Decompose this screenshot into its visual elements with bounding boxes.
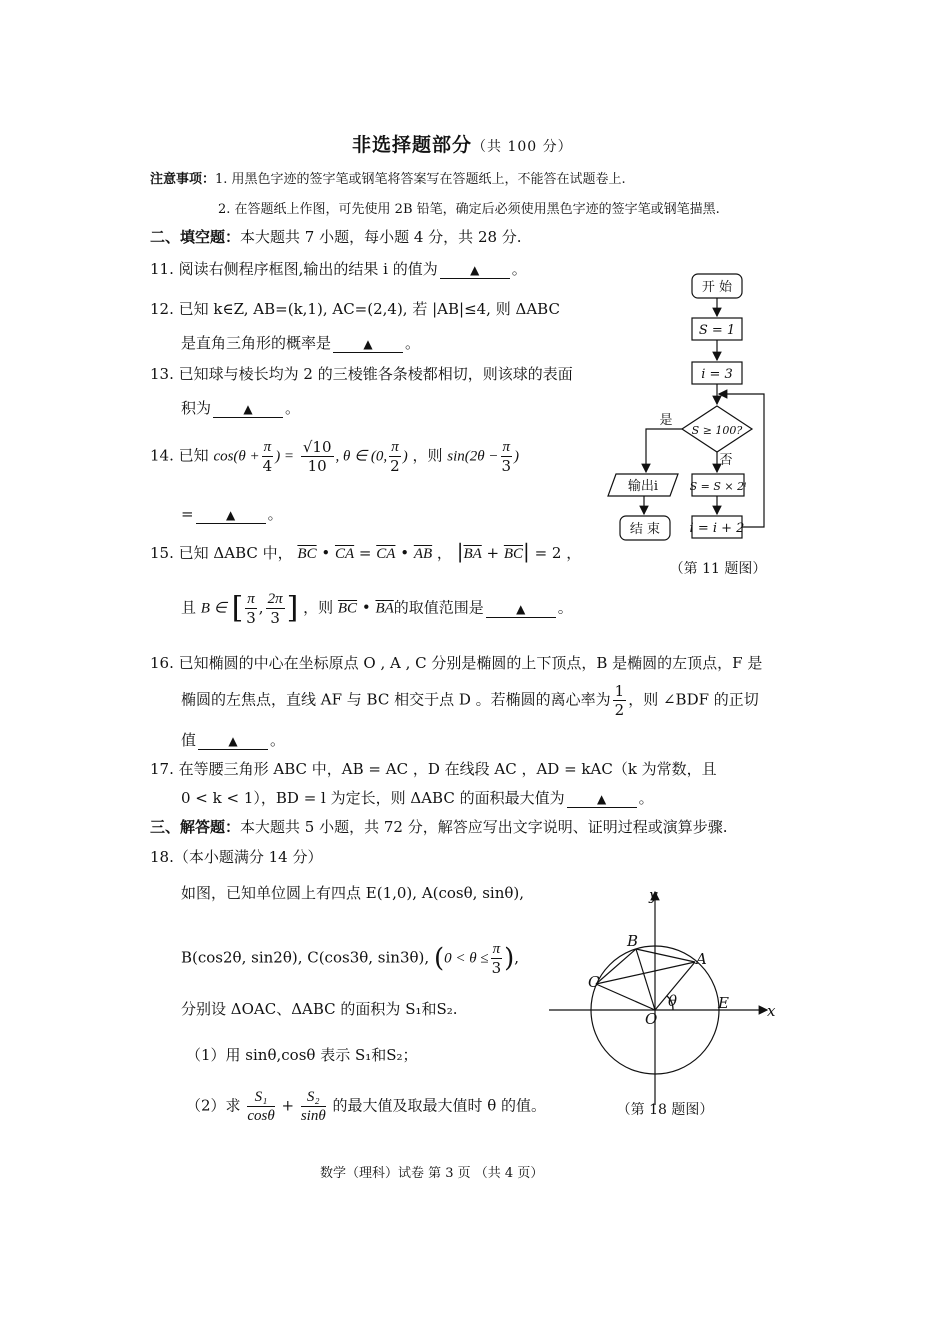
segment-ob — [636, 949, 655, 1010]
answer-blank: ▲ — [213, 401, 283, 418]
flow-output-label: 输出i — [627, 479, 659, 494]
question-18-part2: （2）求 $\frac{\text{S₁}}{\cos\theta}$ + $\frac{\text{S₂}}{\sin\theta}$ 的最大值及取最大值时 θ 的值。 — [186, 1089, 547, 1124]
flowchart-caption: （第 11 题图） — [669, 561, 767, 577]
segment-oc — [596, 984, 655, 1010]
label-theta: θ — [668, 992, 678, 1010]
flow-no-label: 否 — [719, 453, 733, 468]
section3-heading: 三、解答题：本大题共 5 小题，共 72 分，解答应写出文字说明、证明过程或演算步骤. — [150, 818, 728, 836]
question-15: 15. 已知 ΔABC 中， $\overline{BC}$ • $\overline{CA} = \overline{CA}$ • $\overline{AB}$ ， $|\overline{BA} + \overline{BC}| = 2$ ， — [150, 539, 582, 563]
flow-update-label: S = S × 2ⁱ — [689, 480, 747, 493]
flow-s1-label: S = 1 — [698, 323, 736, 338]
question-17-line2: 0 < k < 1），BD = l 为定长，则 ΔABC 的面积最大值为 ▲ 。 — [181, 789, 654, 807]
question-18-line1: 如图，已知单位圆上有四点 E(1,0), A(cosθ, sinθ), — [181, 884, 525, 902]
answer-blank: ▲ — [333, 336, 403, 353]
flow-condition-label: S ≥ 100? — [691, 424, 743, 437]
answer-blank: ▲ — [198, 733, 268, 750]
label-y: y — [649, 886, 658, 904]
question-14-line2: = ▲ 。 — [181, 505, 283, 523]
question-18-header: 18.（本小题满分 14 分） — [150, 848, 323, 866]
page-footer: 数学（理科）试卷 第 3 页 （共 4 页） — [320, 1166, 544, 1181]
label-b: B — [627, 932, 639, 950]
flow-i3-label: i = 3 — [701, 367, 733, 382]
question-18-line3: 分别设 ΔOAC、ΔABC 的面积为 S₁和S₂. — [181, 1000, 458, 1018]
notice-item-1: 注意事项：1. 用黑色字迹的签字笔或钢笔将答案写在答题纸上，不能答在试题卷上. — [150, 172, 626, 187]
flow-increment-label: i = i + 2 — [689, 521, 745, 536]
flow-yes-label: 是 — [659, 413, 673, 428]
question-12-line2: 是直角三角形的概率是 ▲ 。 — [181, 334, 421, 352]
question-15-line2: 且 B ∈ [ $\frac{\pi}{3}$ , $\frac{2\pi}{3}$ ] ，则 $\overline{BC}$ • $\overline{BA}$的取值范围是 ▲ 。 — [181, 590, 573, 627]
answer-blank: ▲ — [567, 791, 637, 808]
question-14: 14. 已知 cos(θ + $\frac{\pi}{4}$ ) = $\frac{√10}{10}$ , θ ∈ (0, $\frac{\pi}{2}$ ) ，则 sin(2θ − $\frac{\pi}{3}$ ) — [150, 438, 520, 475]
flow-end-label: 结 束 — [629, 522, 661, 537]
answer-blank: ▲ — [486, 601, 556, 618]
circle-caption: （第 18 题图） — [616, 1102, 714, 1118]
question-17: 17. 在等腰三角形 ABC 中，AB = AC ，D 在线段 AC ，AD = kAC（k 为常数，且 — [150, 760, 717, 778]
flowchart-figure — [600, 268, 780, 588]
question-16-line3: 值 ▲ 。 — [181, 731, 286, 749]
question-16-line2: 椭圆的左焦点，直线 AF 与 BC 相交于点 D 。若椭圆的离心率为 $\frac{1}{2}$ ，则 ∠BDF 的正切 — [181, 682, 759, 719]
section2-heading: 二、填空题：本大题共 7 小题，每小题 4 分，共 28 分. — [150, 228, 522, 246]
label-c: C — [588, 973, 600, 991]
question-11: 11. 阅读右侧程序框图,输出的结果 i 的值为 ▲ 。 — [150, 260, 527, 278]
unit-circle-figure — [545, 880, 785, 1125]
question-13-line2: 积为 ▲ 。 — [181, 399, 301, 417]
question-18-part1: （1）用 sinθ,cosθ 表示 S₁和S₂； — [186, 1046, 418, 1064]
answer-blank: ▲ — [196, 507, 266, 524]
label-x: x — [767, 1002, 776, 1020]
question-12: 12. 已知 k∈Z, AB=(k,1), AC=(2,4), 若 |AB|≤4, 则 ΔABC — [150, 300, 560, 318]
question-13: 13. 已知球与棱长均为 2 的三棱锥各条棱都相切，则该球的表面 — [150, 365, 573, 383]
question-16: 16. 已知椭圆的中心在坐标原点 O , A , C 分别是椭圆的上下顶点，B 是椭圆的左顶点，F 是 — [150, 654, 763, 672]
question-18-line2: B(cos2θ, sin2θ), C(cos3θ, sin3θ), (0 < θ ≤ $\frac{\pi}{3}$ ), — [181, 941, 520, 977]
notice-item-2: 2. 在答题纸上作图，可先使用 2B 铅笔，确定后必须使用黑色字迹的签字笔或钢笔描黑. — [218, 202, 720, 217]
label-e: E — [718, 994, 729, 1012]
answer-blank: ▲ — [440, 262, 510, 279]
label-o: O — [645, 1010, 658, 1028]
flow-start-label: 开 始 — [701, 280, 733, 295]
label-a: A — [696, 950, 707, 968]
page-title: 非选择题部分（共 100 分） — [352, 134, 573, 156]
